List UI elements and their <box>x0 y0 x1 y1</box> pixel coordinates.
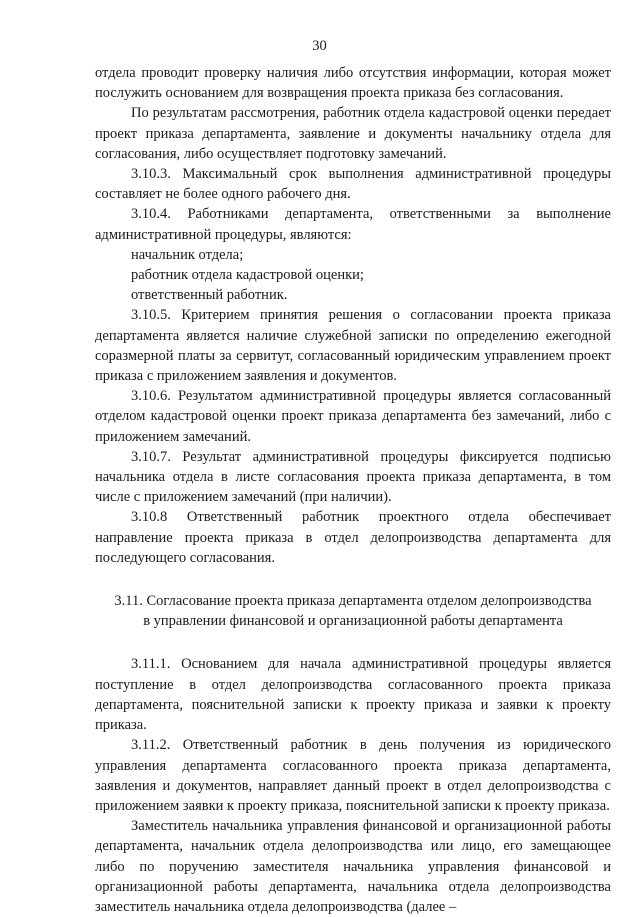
paragraph: 3.10.4. Работниками департамента, ответственными за выполнение административной процедуры, являются: <box>95 206 611 243</box>
section-heading-line: в управлении финансовой и организационной работы департамента <box>143 613 563 630</box>
paragraph: 3.10.3. Максимальный срок выполнения административной процедуры составляет не более одного рабочего дня. <box>95 166 611 203</box>
list-item: работник отдела кадастровой оценки; <box>131 267 364 284</box>
paragraph: 3.10.6. Результатом административной процедуры является согласованный отделом кадастровой оценки проект приказа департамента без замечаний, либо с приложением замечаний. <box>95 388 611 445</box>
paragraph: 3.11.1. Основанием для начала административной процедуры является поступление в отдел делопроизводства согласованного проекта приказа департамента, пояснительной записки к проекту приказа и заявки к проекту приказа. <box>95 656 611 734</box>
paragraph: Заместитель начальника управления финансовой и организационной работы департамента, начальник отдела делопроизводства или лицо, его замещающее либо по поручению заместителя начальника управления финансовой и организационной работы департамента, начальника отдела делопроизводства заместитель начальника отдела делопроизводства (далее – <box>95 818 611 915</box>
page-number: 30 <box>312 38 327 54</box>
paragraph: 3.11.2. Ответственный работник в день получения из юридического управления департамента согласованного проекта приказа департамента, заявления и документов, направляет данный проект в отдел делопроизводства с приложением заявки к проекту приказа, пояснительной записки к проекту приказа. <box>95 737 611 814</box>
list-item: ответственный работник. <box>131 287 288 304</box>
document-body <box>95 63 611 917</box>
list-item: начальник отдела; <box>131 246 244 263</box>
paragraph: 3.10.5. Критерием принятия решения о согласовании проекта приказа департамента является наличие служебной записки по определению ежегодной соразмерной платы за сервитут, согласованный юридическим управлением проект приказа с приложением заявления и документов. <box>95 307 611 385</box>
paragraph: По результатам рассмотрения, работник отдела кадастровой оценки передает проект приказа департамента, заявление и документы начальнику отдела для согласования, либо осуществляет подготовку замечаний. <box>95 105 611 162</box>
paragraph: 3.10.7. Результат административной процедуры фиксируется подписью начальника отдела в листе согласования проекта приказа департамента, в том числе с приложением замечаний (при наличии). <box>95 448 611 506</box>
paragraph: 3.10.8 Ответственный работник проектного отдела обеспечивает направление проекта приказа в отдел делопроизводства департамента для последующего согласования. <box>95 509 611 566</box>
paragraph: отдела проводит проверку наличия либо отсутствия информации, которая может послужить основанием для возвращения проекта приказа без согласования. <box>95 65 611 102</box>
section-heading-line: 3.11. Согласование проекта приказа департамента отделом делопроизводства <box>114 593 592 610</box>
